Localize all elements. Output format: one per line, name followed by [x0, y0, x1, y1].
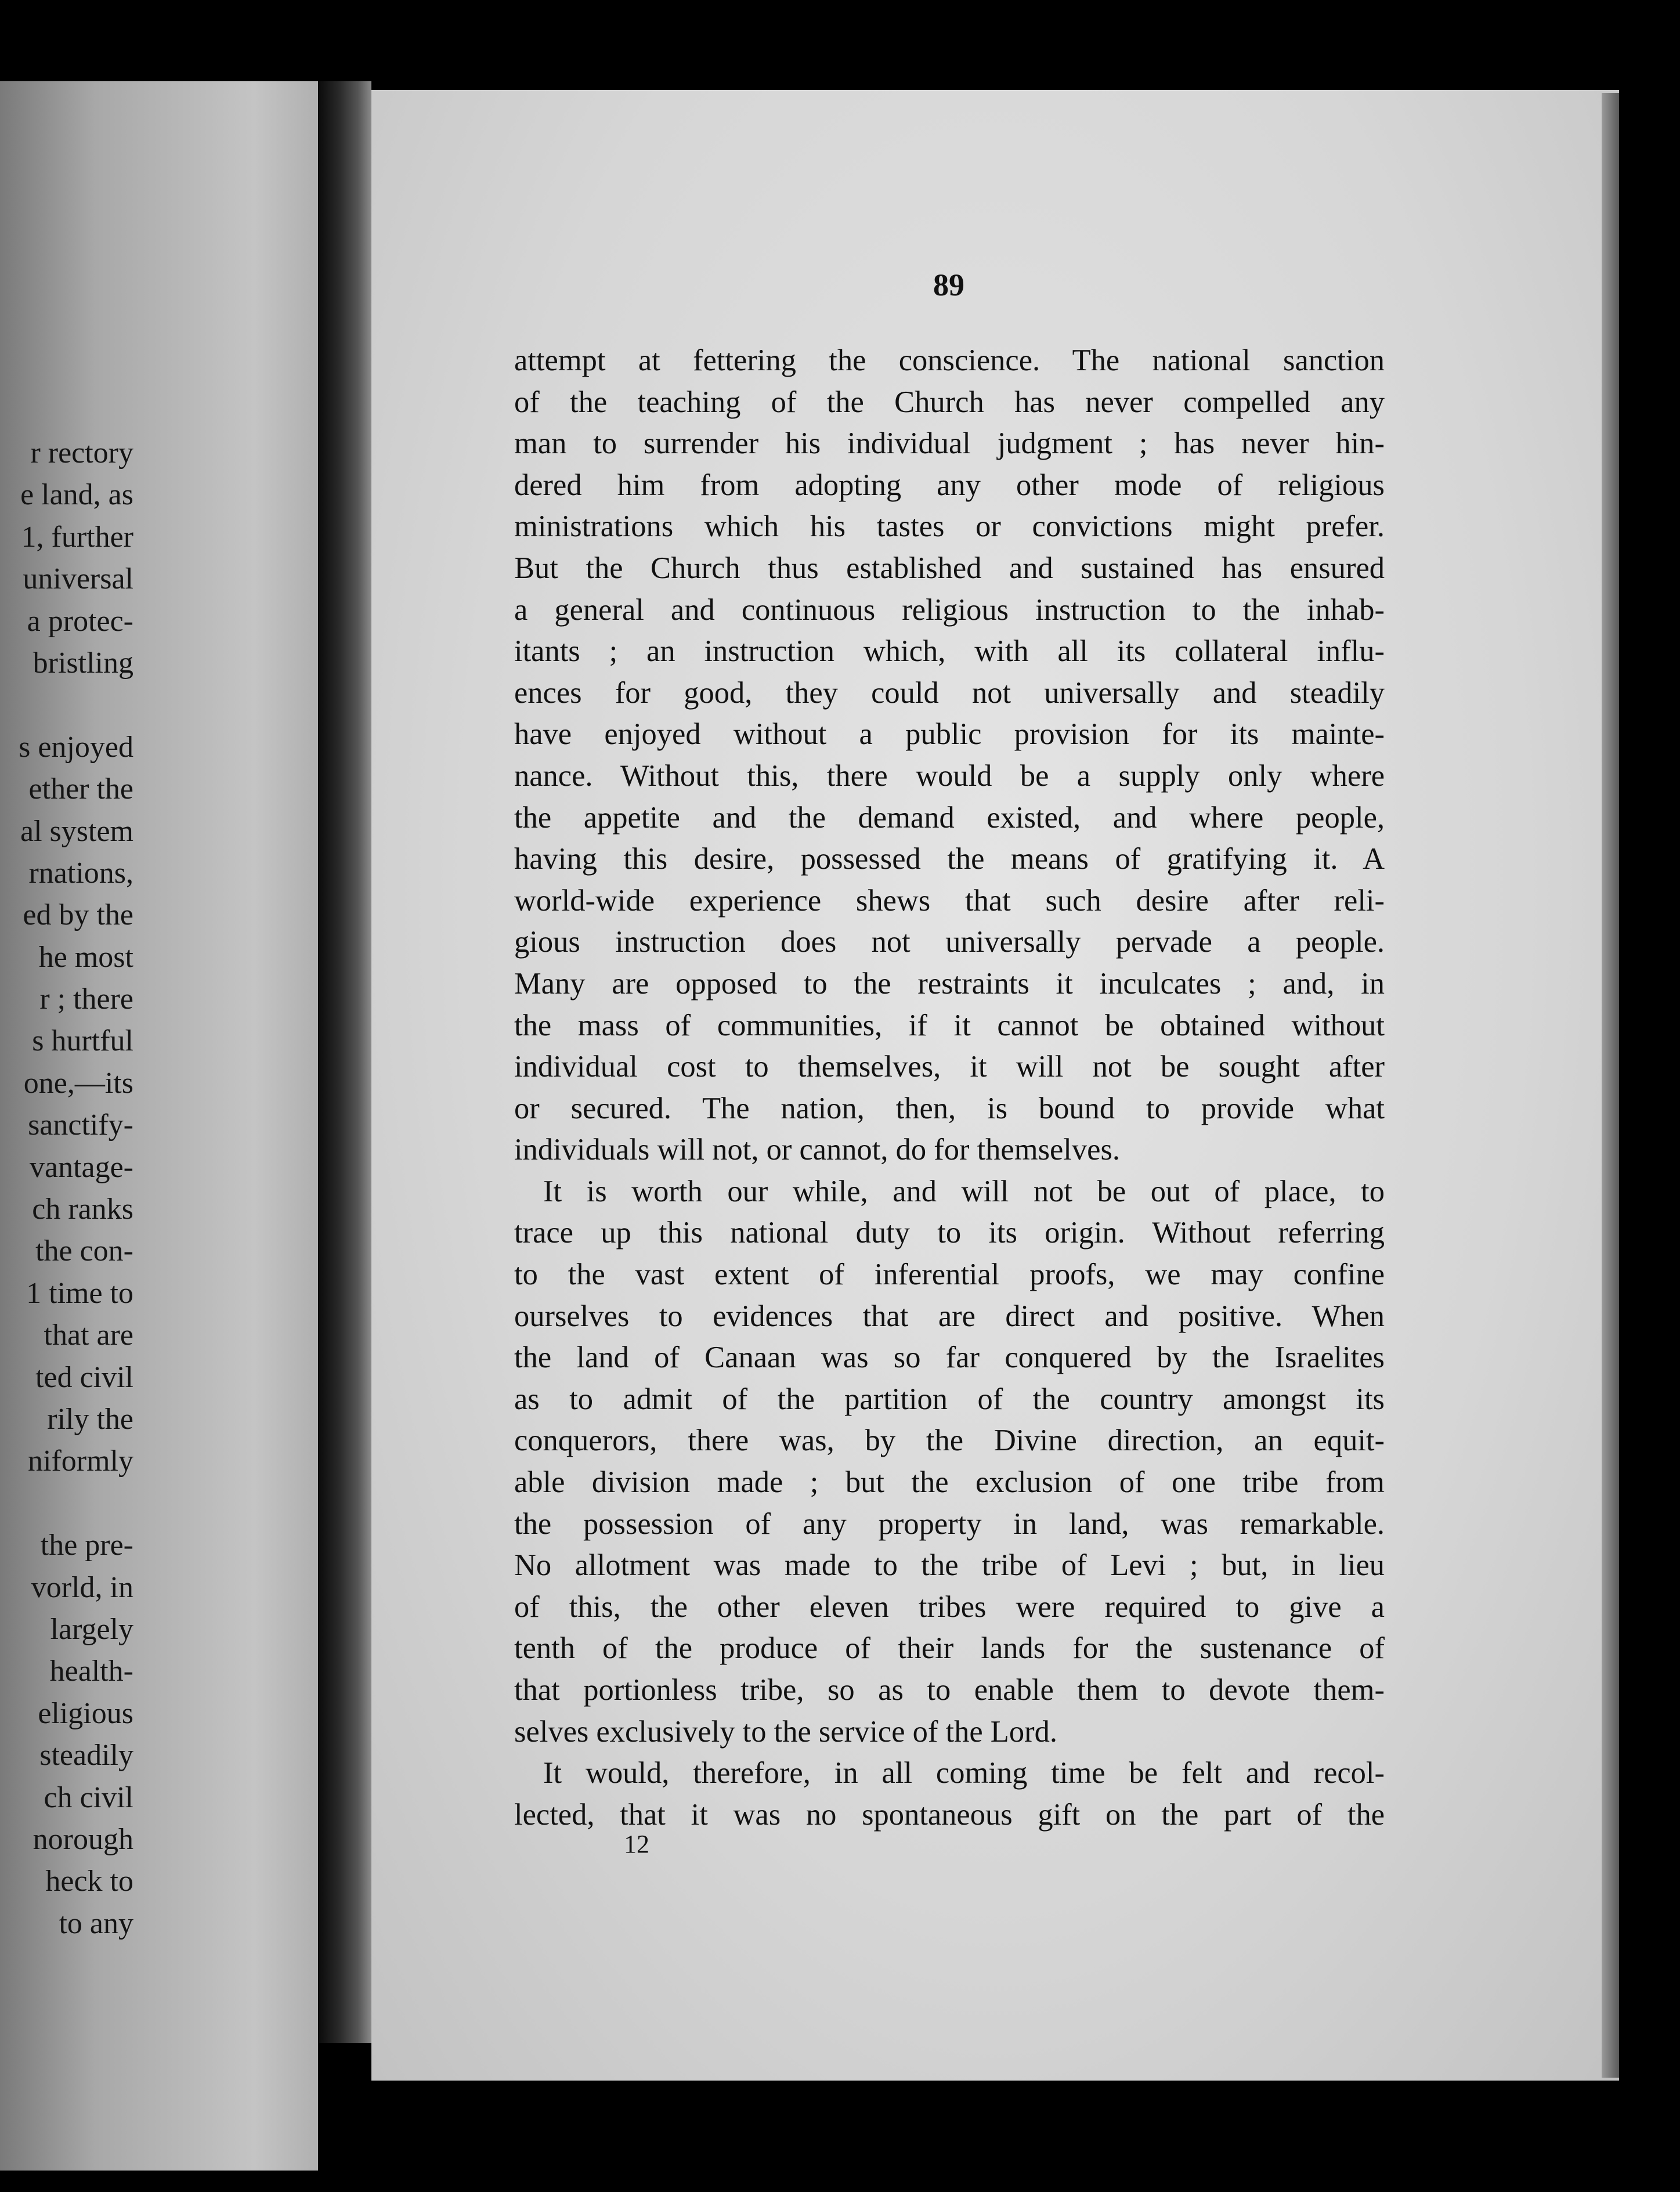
text-line: of the teaching of the Church has never compelled any — [514, 385, 1385, 419]
text-line: or secured. The nation, then, is bound to provide what — [514, 1091, 1385, 1125]
text-line: that portionless tribe, so as to enable them to devote them- — [514, 1673, 1385, 1707]
body-text — [514, 340, 1385, 1836]
text-line: But the Church thus established and sustained has ensured — [514, 551, 1385, 585]
text-line: conquerors, there was, by the Divine direction, an equit- — [514, 1424, 1385, 1458]
text-line: tenth of the produce of their lands for the sustenance of — [514, 1631, 1385, 1666]
text-line: gious instruction does not universally pervade a people. — [514, 925, 1385, 959]
book-spine — [318, 81, 371, 2043]
left-page-line: s hurtful — [32, 1024, 133, 1058]
left-page-line: 1 time to — [26, 1276, 133, 1310]
left-page-line: rily the — [47, 1402, 133, 1436]
left-page-line: rnations, — [28, 856, 133, 890]
left-page-line: norough — [32, 1822, 133, 1856]
left-page-line: sanctify- — [28, 1108, 133, 1142]
text-line: of this, the other eleven tribes were required to give a — [514, 1590, 1385, 1624]
text-line: Many are opposed to the restraints it inculcates ; and, in — [514, 966, 1385, 1001]
left-page-line: that are — [44, 1319, 133, 1352]
text-line: itants ; an instruction which, with all its collateral influ- — [514, 634, 1385, 669]
text-line: ences for good, they could not universally and steadily — [514, 676, 1385, 710]
text-line: individuals will not, or cannot, do for themselves. — [514, 1133, 1121, 1167]
text-line: trace up this national duty to its origin. Without referring — [514, 1216, 1385, 1250]
left-page-line: the con- — [35, 1234, 133, 1268]
left-page-line: the pre- — [40, 1529, 133, 1562]
page-edge — [1602, 93, 1619, 2078]
left-page-line: ch civil — [44, 1781, 133, 1814]
text-line: lected, that it was no spontaneous gift on the part of the — [514, 1797, 1385, 1832]
text-line: able division made ; but the exclusion of one tribe from — [514, 1465, 1385, 1500]
left-page-line: eligious — [38, 1696, 133, 1730]
paragraph-gap — [0, 1483, 133, 1525]
left-page-line: bristling — [32, 646, 133, 680]
text-line: the land of Canaan was so far conquered by the Israelites — [514, 1341, 1385, 1375]
left-page-line: r ; there — [39, 983, 133, 1016]
left-page-line: ted civil — [35, 1360, 133, 1394]
text-line: attempt at fettering the conscience. The national sanction — [514, 344, 1385, 377]
left-page-line: al system — [20, 814, 133, 848]
left-page-line: health- — [49, 1655, 133, 1688]
left-page-line: r rectory — [30, 436, 133, 470]
text-line: It would, therefore, in all coming time be felt and recol- — [543, 1756, 1385, 1790]
left-page-line: he most — [38, 940, 133, 974]
left-page-line: ch ranks — [32, 1193, 133, 1226]
left-page-line: e land, as — [20, 478, 133, 512]
text-line: the mass of communities, if it cannot be obtained without — [514, 1008, 1385, 1042]
page-number: 89 — [933, 268, 964, 302]
left-page-line: universal — [23, 562, 133, 596]
left-page-text — [0, 432, 133, 1945]
text-line: as to admit of the partition of the country amongst its — [514, 1382, 1385, 1416]
text-line: No allotment was made to the tribe of Levi ; but, in lieu — [514, 1548, 1385, 1583]
left-page — [0, 81, 318, 2171]
left-page-line: ed by the — [23, 898, 133, 932]
text-line: nance. Without this, there would be a supply only where — [514, 759, 1385, 793]
left-page-line: ether the — [28, 772, 133, 806]
text-line: selves exclusively to the service of the Lord. — [514, 1714, 1057, 1749]
text-line: individual cost to themselves, it will not be sought after — [514, 1050, 1385, 1084]
left-page-line: vorld, in — [31, 1570, 133, 1604]
left-page-line: heck to — [45, 1865, 133, 1898]
text-line: the appetite and the demand existed, and where people, — [514, 800, 1385, 835]
left-page-line: largely — [50, 1612, 133, 1646]
left-page-line: niformly — [28, 1445, 133, 1478]
text-line: having this desire, possessed the means of gratifying it. A — [514, 842, 1385, 876]
text-line: world-wide experience shews that such desire after reli- — [514, 883, 1385, 918]
left-page-line: a protec- — [27, 604, 133, 638]
text-line: man to surrender his individual judgment ; has never hin- — [514, 427, 1385, 461]
text-line: a general and continuous religious instruction to the inhab- — [514, 593, 1385, 627]
left-page-line: vantage- — [29, 1150, 133, 1184]
text-line: ministrations which his tastes or convictions might prefer. — [514, 510, 1385, 544]
text-line: It is worth our while, and will not be out of place, to — [543, 1174, 1385, 1208]
left-page-line: steadily — [39, 1739, 133, 1772]
text-line: the possession of any property in land, was remarkable. — [514, 1507, 1385, 1541]
signature-mark: 12 — [624, 1830, 649, 1858]
text-line: dered him from adopting any other mode of religious — [514, 468, 1385, 502]
left-page-line: s enjoyed — [19, 730, 133, 764]
text-line: have enjoyed without a public provision for its mainte- — [514, 717, 1385, 752]
left-page-line: one,—its — [23, 1066, 133, 1100]
left-page-line: 1, further — [21, 520, 133, 554]
left-page-line: to any — [59, 1906, 133, 1940]
text-line: ourselves to evidences that are direct and positive. When — [514, 1299, 1385, 1333]
text-line: to the vast extent of inferential proofs, we may confine — [514, 1258, 1385, 1292]
paragraph-gap — [0, 684, 133, 726]
